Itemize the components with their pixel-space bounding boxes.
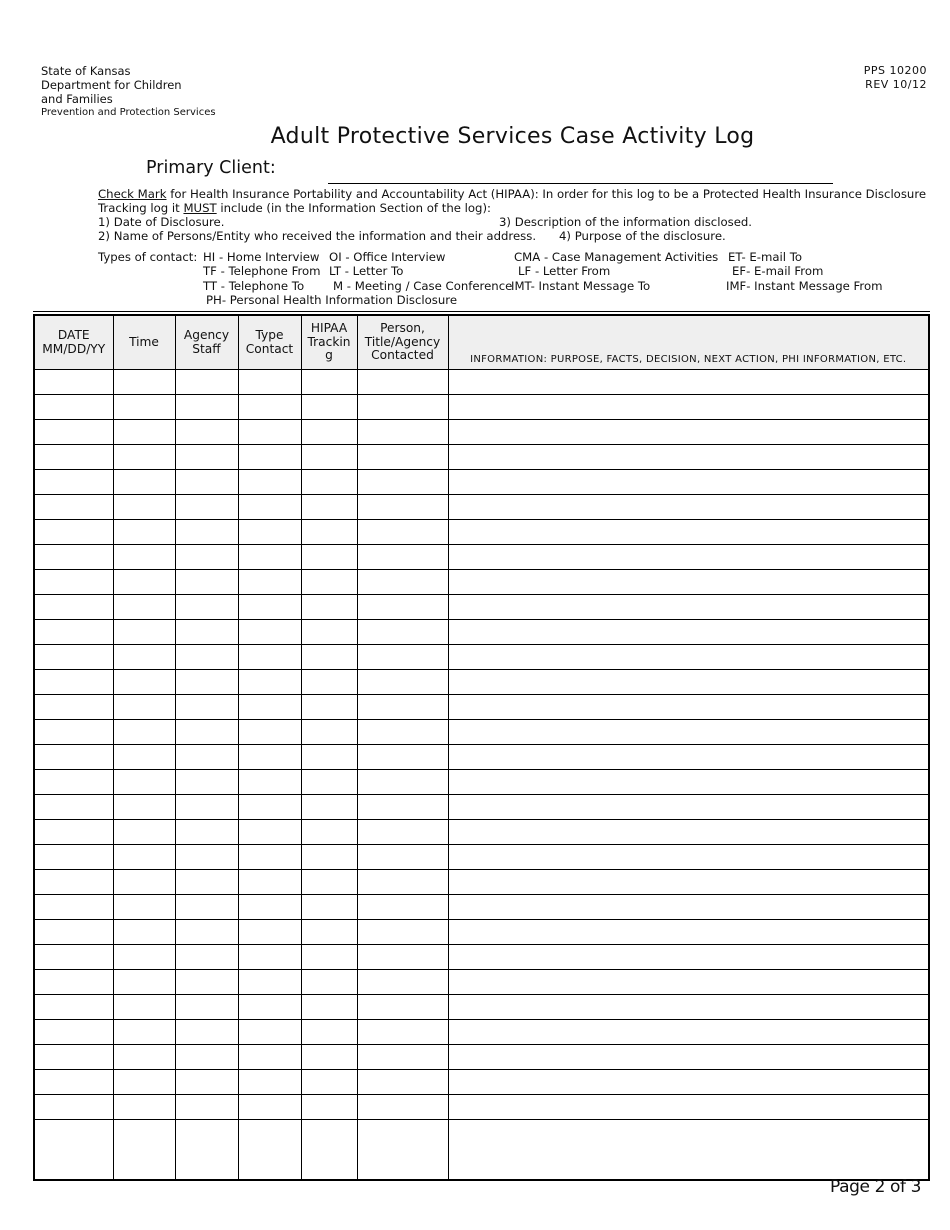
table-row [34, 520, 929, 545]
type-contact-cell[interactable] [238, 670, 301, 695]
date-cell[interactable] [34, 695, 113, 720]
contact-type-oi: OI - Office Interview [329, 250, 446, 264]
hipaa-cell[interactable] [301, 370, 357, 395]
type-contact-cell[interactable] [238, 895, 301, 920]
table-row [34, 1120, 929, 1181]
table-row [34, 720, 929, 745]
hipaa-cell[interactable] [301, 720, 357, 745]
col-header-date: DATE MM/DD/YY [34, 315, 113, 370]
table-row [34, 945, 929, 970]
form-revision: REV 10/12 [865, 78, 927, 91]
hipaa-cell[interactable] [301, 1020, 357, 1045]
type-contact-cell[interactable] [238, 770, 301, 795]
type-contact-cell[interactable] [238, 495, 301, 520]
person-cell[interactable] [357, 820, 448, 845]
activity-log-table [33, 314, 930, 1181]
date-cell[interactable] [34, 670, 113, 695]
contact-types-label: Types of contact: [98, 250, 198, 264]
information-cell[interactable] [448, 895, 929, 920]
information-cell[interactable] [448, 645, 929, 670]
hipaa-cell[interactable] [301, 1095, 357, 1120]
hipaa-cell[interactable] [301, 1120, 357, 1181]
time-cell[interactable] [113, 1070, 175, 1095]
date-cell[interactable] [34, 970, 113, 995]
date-cell[interactable] [34, 945, 113, 970]
information-cell[interactable] [448, 720, 929, 745]
table-row [34, 620, 929, 645]
agency-staff-cell[interactable] [175, 720, 238, 745]
table-row [34, 1095, 929, 1120]
time-cell[interactable] [113, 445, 175, 470]
contact-type-ph: PH- Personal Health Information Disclosure [206, 293, 458, 307]
date-cell[interactable] [34, 1120, 113, 1181]
person-cell[interactable] [357, 995, 448, 1020]
contact-type-tf: TF - Telephone From [203, 264, 321, 278]
type-contact-cell[interactable] [238, 995, 301, 1020]
information-cell[interactable] [448, 995, 929, 1020]
hipaa-cell[interactable] [301, 845, 357, 870]
type-contact-cell[interactable] [238, 545, 301, 570]
hipaa-line1-text: for Health Insurance Portability and Accountability Act (HIPAA): In order for this log to be a Protected Health Insurance Disclosure [166, 187, 927, 201]
date-cell[interactable] [34, 820, 113, 845]
hipaa-cell[interactable] [301, 920, 357, 945]
time-cell[interactable] [113, 670, 175, 695]
person-cell[interactable] [357, 1095, 448, 1120]
hipaa-cell[interactable] [301, 795, 357, 820]
table-row [34, 1045, 929, 1070]
information-cell[interactable] [448, 795, 929, 820]
agency-staff-cell[interactable] [175, 795, 238, 820]
agency-staff-cell[interactable] [175, 395, 238, 420]
col-header-hipaa-tracking: HIPAA Trackin g [301, 315, 357, 370]
table-row [34, 645, 929, 670]
agency-division: Prevention and Protection Services [41, 107, 216, 118]
table-row [34, 870, 929, 895]
hipaa-cell[interactable] [301, 895, 357, 920]
time-cell[interactable] [113, 520, 175, 545]
time-cell[interactable] [113, 395, 175, 420]
type-contact-cell[interactable] [238, 645, 301, 670]
contact-type-imt: IMT- Instant Message To [511, 279, 651, 293]
table-header-row [34, 315, 929, 370]
type-contact-cell[interactable] [238, 470, 301, 495]
date-cell[interactable] [34, 1095, 113, 1120]
table-row [34, 770, 929, 795]
contact-type-tt: TT - Telephone To [203, 279, 305, 293]
type-contact-cell[interactable] [238, 395, 301, 420]
date-cell[interactable] [34, 795, 113, 820]
agency-block [41, 64, 216, 120]
type-contact-cell[interactable] [238, 870, 301, 895]
date-cell[interactable] [34, 495, 113, 520]
table-row [34, 545, 929, 570]
agency-staff-cell[interactable] [175, 745, 238, 770]
information-cell[interactable] [448, 945, 929, 970]
time-cell[interactable] [113, 1120, 175, 1181]
hipaa-cell[interactable] [301, 545, 357, 570]
table-row [34, 995, 929, 1020]
agency-staff-cell[interactable] [175, 1045, 238, 1070]
hipaa-cell[interactable] [301, 445, 357, 470]
hipaa-cell[interactable] [301, 1070, 357, 1095]
date-cell[interactable] [34, 920, 113, 945]
table-row [34, 670, 929, 695]
type-contact-cell[interactable] [238, 970, 301, 995]
hipaa-cell[interactable] [301, 995, 357, 1020]
table-row [34, 570, 929, 595]
information-cell[interactable] [448, 845, 929, 870]
col-header-time: Time [113, 315, 175, 370]
person-cell[interactable] [357, 445, 448, 470]
person-cell[interactable] [357, 695, 448, 720]
agency-department-cont: and Families [41, 92, 113, 106]
type-contact-cell[interactable] [238, 1045, 301, 1070]
type-contact-cell[interactable] [238, 1120, 301, 1181]
time-cell[interactable] [113, 845, 175, 870]
information-cell[interactable] [448, 820, 929, 845]
table-body [34, 370, 929, 1181]
agency-staff-cell[interactable] [175, 970, 238, 995]
person-cell[interactable] [357, 570, 448, 595]
type-contact-cell[interactable] [238, 845, 301, 870]
hipaa-cell[interactable] [301, 770, 357, 795]
hipaa-cell[interactable] [301, 570, 357, 595]
person-cell[interactable] [357, 595, 448, 620]
hipaa-cell[interactable] [301, 695, 357, 720]
information-cell[interactable] [448, 620, 929, 645]
agency-staff-cell[interactable] [175, 595, 238, 620]
hipaa-cell[interactable] [301, 395, 357, 420]
hipaa-cell[interactable] [301, 945, 357, 970]
date-cell[interactable] [34, 895, 113, 920]
contact-type-lf: LF - Letter From [518, 264, 611, 278]
agency-staff-cell[interactable] [175, 420, 238, 445]
page-title: Adult Protective Services Case Activity Log [270, 124, 755, 149]
information-cell[interactable] [448, 395, 929, 420]
hipaa-cell[interactable] [301, 870, 357, 895]
type-contact-cell[interactable] [238, 520, 301, 545]
agency-staff-cell[interactable] [175, 1120, 238, 1181]
date-cell[interactable] [34, 370, 113, 395]
time-cell[interactable] [113, 595, 175, 620]
type-contact-cell[interactable] [238, 695, 301, 720]
information-cell[interactable] [448, 770, 929, 795]
person-cell[interactable] [357, 920, 448, 945]
primary-client-field[interactable] [328, 183, 833, 184]
hipaa-instructions-line2 [98, 201, 491, 216]
agency-staff-cell[interactable] [175, 1020, 238, 1045]
information-cell[interactable] [448, 970, 929, 995]
date-cell[interactable] [34, 1045, 113, 1070]
agency-staff-cell[interactable] [175, 645, 238, 670]
person-cell[interactable] [357, 895, 448, 920]
information-cell[interactable] [448, 920, 929, 945]
hipaa-instructions-line1 [98, 187, 926, 202]
hipaa-cell[interactable] [301, 595, 357, 620]
type-contact-cell[interactable] [238, 1070, 301, 1095]
agency-staff-cell[interactable] [175, 820, 238, 845]
time-cell[interactable] [113, 720, 175, 745]
person-cell[interactable] [357, 620, 448, 645]
date-cell[interactable] [34, 620, 113, 645]
col-header-agency-staff: Agency Staff [175, 315, 238, 370]
person-cell[interactable] [357, 970, 448, 995]
agency-staff-cell[interactable] [175, 870, 238, 895]
agency-state: State of Kansas [41, 64, 131, 78]
date-cell[interactable] [34, 720, 113, 745]
type-contact-cell[interactable] [238, 820, 301, 845]
hipaa-cell[interactable] [301, 1045, 357, 1070]
hipaa-item-4: 4) Purpose of the disclosure. [559, 229, 726, 243]
time-cell[interactable] [113, 495, 175, 520]
table-row [34, 895, 929, 920]
information-cell[interactable] [448, 695, 929, 720]
agency-staff-cell[interactable] [175, 445, 238, 470]
time-cell[interactable] [113, 1045, 175, 1070]
hipaa-cell[interactable] [301, 420, 357, 445]
person-cell[interactable] [357, 845, 448, 870]
date-cell[interactable] [34, 870, 113, 895]
information-cell[interactable] [448, 420, 929, 445]
hipaa-cell[interactable] [301, 670, 357, 695]
contact-type-imf: IMF- Instant Message From [726, 279, 883, 293]
date-cell[interactable] [34, 645, 113, 670]
type-contact-cell[interactable] [238, 370, 301, 395]
type-contact-cell[interactable] [238, 745, 301, 770]
time-cell[interactable] [113, 570, 175, 595]
agency-staff-cell[interactable] [175, 520, 238, 545]
contact-type-ef: EF- E-mail From [732, 264, 824, 278]
date-cell[interactable] [34, 470, 113, 495]
person-cell[interactable] [357, 1020, 448, 1045]
hipaa-cell[interactable] [301, 520, 357, 545]
col-header-type-contact: Type Contact [238, 315, 301, 370]
person-cell[interactable] [357, 395, 448, 420]
time-cell[interactable] [113, 1095, 175, 1120]
time-cell[interactable] [113, 970, 175, 995]
information-cell[interactable] [448, 1020, 929, 1045]
date-cell[interactable] [34, 395, 113, 420]
person-cell[interactable] [357, 1120, 448, 1181]
time-cell[interactable] [113, 370, 175, 395]
date-cell[interactable] [34, 770, 113, 795]
hipaa-cell[interactable] [301, 620, 357, 645]
col-header-information: INFORMATION: PURPOSE, FACTS, DECISION, NEXT ACTION, PHI INFORMATION, ETC. [448, 315, 929, 370]
date-cell[interactable] [34, 520, 113, 545]
date-cell[interactable] [34, 995, 113, 1020]
agency-staff-cell[interactable] [175, 1095, 238, 1120]
table-row [34, 420, 929, 445]
agency-staff-cell[interactable] [175, 770, 238, 795]
agency-department: Department for Children [41, 78, 182, 92]
type-contact-cell[interactable] [238, 920, 301, 945]
table-row [34, 445, 929, 470]
time-cell[interactable] [113, 795, 175, 820]
page-number: Page 2 of 3 [830, 1177, 921, 1197]
table-row [34, 920, 929, 945]
agency-staff-cell[interactable] [175, 845, 238, 870]
hipaa-check-mark: Check Mark [98, 187, 167, 201]
information-cell[interactable] [448, 1045, 929, 1070]
date-cell[interactable] [34, 845, 113, 870]
contact-type-et: ET- E-mail To [728, 250, 803, 264]
information-cell[interactable] [448, 470, 929, 495]
form-number-block [864, 64, 927, 92]
table-row [34, 470, 929, 495]
hipaa-cell[interactable] [301, 495, 357, 520]
agency-staff-cell[interactable] [175, 1070, 238, 1095]
date-cell[interactable] [34, 445, 113, 470]
time-cell[interactable] [113, 620, 175, 645]
table-row [34, 1020, 929, 1045]
col-header-person-contacted: Person, Title/Agency Contacted [357, 315, 448, 370]
information-cell[interactable] [448, 1095, 929, 1120]
agency-staff-cell[interactable] [175, 570, 238, 595]
person-cell[interactable] [357, 495, 448, 520]
agency-staff-cell[interactable] [175, 945, 238, 970]
time-cell[interactable] [113, 920, 175, 945]
primary-client-label: Primary Client: [146, 158, 276, 178]
table-row [34, 820, 929, 845]
time-cell[interactable] [113, 695, 175, 720]
information-cell[interactable] [448, 445, 929, 470]
hipaa-line2-pre: Tracking log it [98, 201, 184, 215]
information-cell[interactable] [448, 1070, 929, 1095]
time-cell[interactable] [113, 995, 175, 1020]
table-row [34, 695, 929, 720]
time-cell[interactable] [113, 895, 175, 920]
person-cell[interactable] [357, 720, 448, 745]
agency-staff-cell[interactable] [175, 545, 238, 570]
hipaa-cell[interactable] [301, 645, 357, 670]
divider [33, 311, 930, 312]
person-cell[interactable] [357, 945, 448, 970]
information-cell[interactable] [448, 495, 929, 520]
type-contact-cell[interactable] [238, 1020, 301, 1045]
person-cell[interactable] [357, 420, 448, 445]
contact-type-cma: CMA - Case Management Activities [514, 250, 719, 264]
person-cell[interactable] [357, 670, 448, 695]
person-cell[interactable] [357, 1070, 448, 1095]
table-row [34, 845, 929, 870]
table-row [34, 370, 929, 395]
form-number: PPS 10200 [863, 64, 927, 77]
information-cell[interactable] [448, 570, 929, 595]
agency-staff-cell[interactable] [175, 695, 238, 720]
time-cell[interactable] [113, 770, 175, 795]
information-cell[interactable] [448, 670, 929, 695]
type-contact-cell[interactable] [238, 420, 301, 445]
time-cell[interactable] [113, 745, 175, 770]
time-cell[interactable] [113, 645, 175, 670]
type-contact-cell[interactable] [238, 570, 301, 595]
time-cell[interactable] [113, 1020, 175, 1045]
type-contact-cell[interactable] [238, 1095, 301, 1120]
information-cell[interactable] [448, 545, 929, 570]
date-cell[interactable] [34, 1070, 113, 1095]
time-cell[interactable] [113, 420, 175, 445]
agency-staff-cell[interactable] [175, 470, 238, 495]
type-contact-cell[interactable] [238, 945, 301, 970]
person-cell[interactable] [357, 795, 448, 820]
information-cell[interactable] [448, 595, 929, 620]
agency-staff-cell[interactable] [175, 895, 238, 920]
contact-type-hi: HI - Home Interview [203, 250, 320, 264]
hipaa-item-3: 3) Description of the information disclosed. [499, 215, 753, 229]
agency-staff-cell[interactable] [175, 995, 238, 1020]
information-cell[interactable] [448, 370, 929, 395]
date-cell[interactable] [34, 545, 113, 570]
hipaa-item-2: 2) Name of Persons/Entity who received the information and their address. [98, 229, 537, 243]
hipaa-item-1: 1) Date of Disclosure. [98, 215, 225, 229]
time-cell[interactable] [113, 820, 175, 845]
hipaa-cell[interactable] [301, 970, 357, 995]
contact-type-m: M - Meeting / Case Conference [333, 279, 513, 293]
table-row [34, 595, 929, 620]
table-row [34, 495, 929, 520]
table-row [34, 1070, 929, 1095]
time-cell[interactable] [113, 870, 175, 895]
date-cell[interactable] [34, 420, 113, 445]
date-cell[interactable] [34, 745, 113, 770]
agency-staff-cell[interactable] [175, 495, 238, 520]
hipaa-cell[interactable] [301, 820, 357, 845]
hipaa-cell[interactable] [301, 745, 357, 770]
date-cell[interactable] [34, 1020, 113, 1045]
person-cell[interactable] [357, 870, 448, 895]
time-cell[interactable] [113, 545, 175, 570]
person-cell[interactable] [357, 1045, 448, 1070]
type-contact-cell[interactable] [238, 620, 301, 645]
person-cell[interactable] [357, 745, 448, 770]
information-cell[interactable] [448, 745, 929, 770]
date-cell[interactable] [34, 570, 113, 595]
type-contact-cell[interactable] [238, 595, 301, 620]
type-contact-cell[interactable] [238, 445, 301, 470]
type-contact-cell[interactable] [238, 795, 301, 820]
person-cell[interactable] [357, 470, 448, 495]
person-cell[interactable] [357, 520, 448, 545]
person-cell[interactable] [357, 545, 448, 570]
information-cell[interactable] [448, 520, 929, 545]
type-contact-cell[interactable] [238, 720, 301, 745]
agency-staff-cell[interactable] [175, 670, 238, 695]
person-cell[interactable] [357, 770, 448, 795]
date-cell[interactable] [34, 595, 113, 620]
time-cell[interactable] [113, 945, 175, 970]
person-cell[interactable] [357, 370, 448, 395]
agency-staff-cell[interactable] [175, 920, 238, 945]
table-row [34, 395, 929, 420]
hipaa-line2-post: include (in the Information Section of the log): [216, 201, 491, 215]
person-cell[interactable] [357, 645, 448, 670]
contact-type-lt: LT - Letter To [329, 264, 404, 278]
information-cell[interactable] [448, 1120, 929, 1181]
time-cell[interactable] [113, 470, 175, 495]
agency-staff-cell[interactable] [175, 620, 238, 645]
information-cell[interactable] [448, 870, 929, 895]
table-row [34, 970, 929, 995]
hipaa-cell[interactable] [301, 470, 357, 495]
agency-staff-cell[interactable] [175, 370, 238, 395]
hipaa-must: MUST [183, 201, 217, 215]
table-row [34, 795, 929, 820]
table-row [34, 745, 929, 770]
